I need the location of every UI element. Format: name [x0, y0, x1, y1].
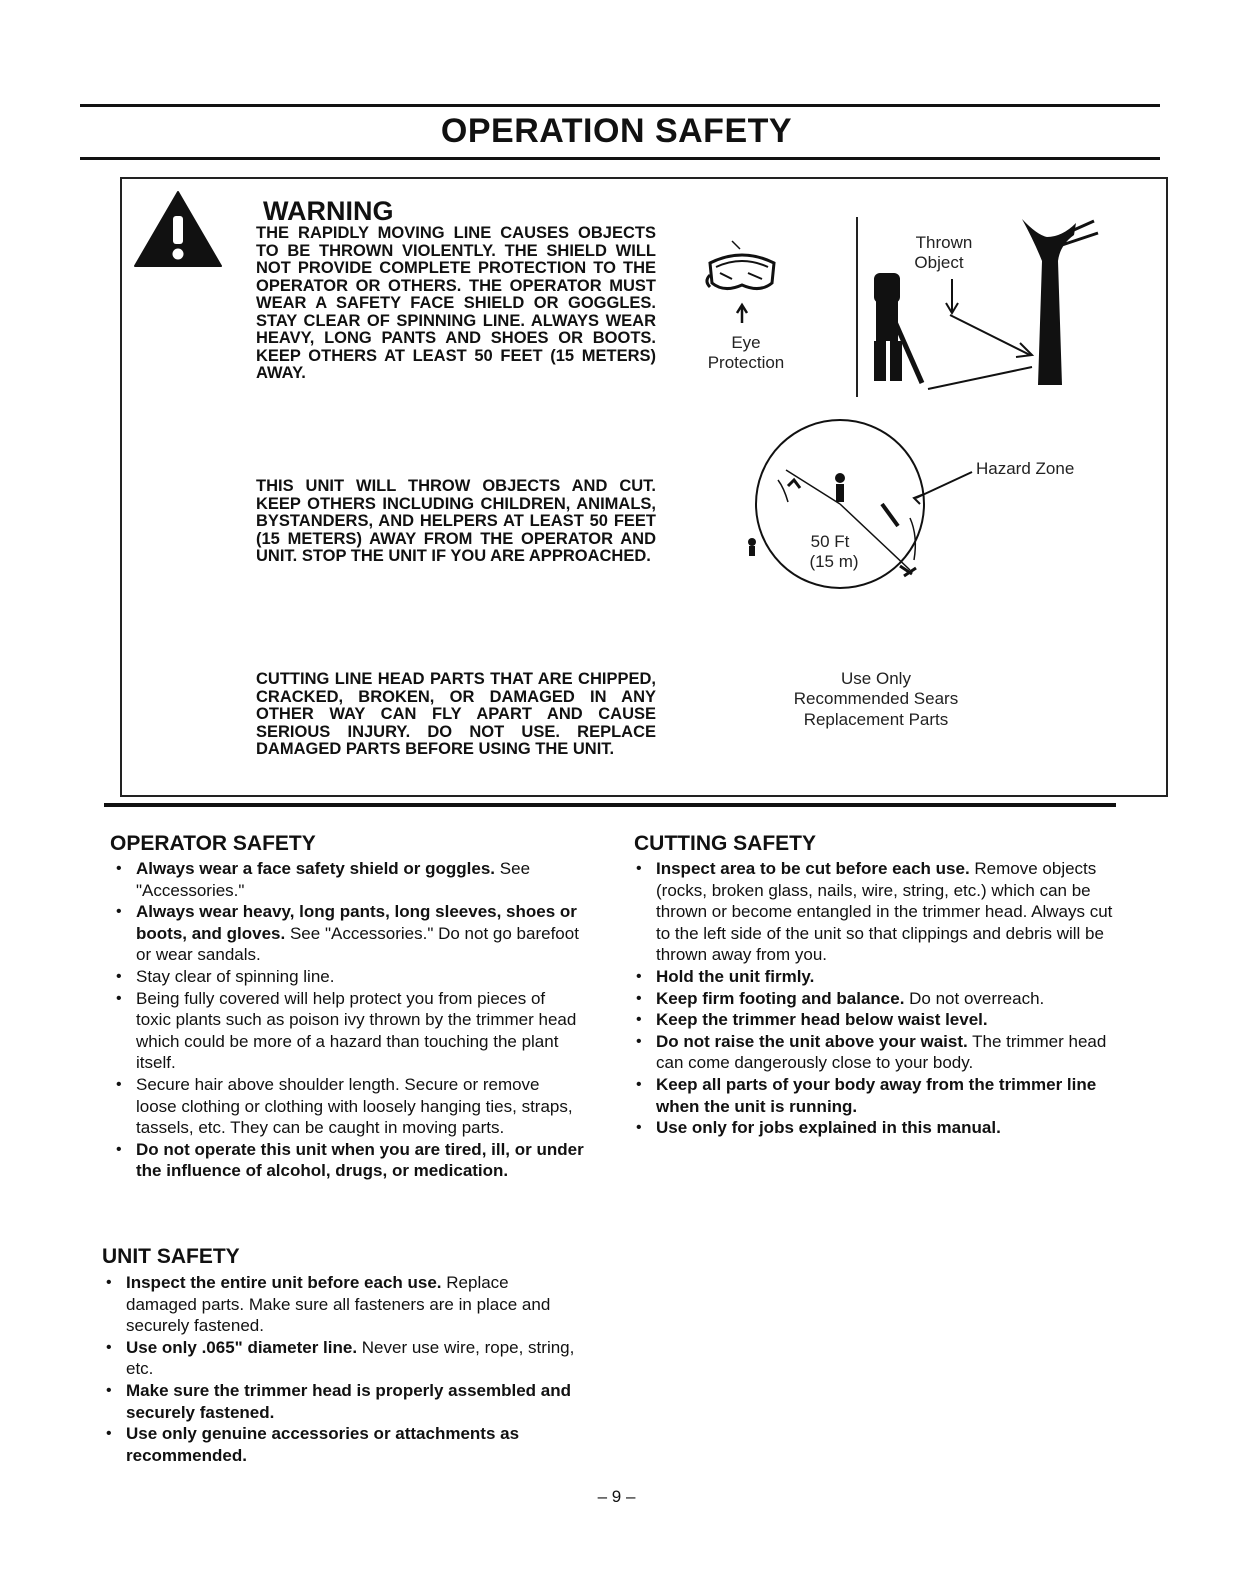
list-item: • Use only .065" diameter line. Never use wire, rope, string, etc. — [104, 1337, 580, 1380]
parts-caption-2: Recommended Sears — [793, 689, 959, 708]
warning-paragraph-3: CUTTING LINE HEAD PARTS THAT ARE CHIPPED, CRACKED, BROKEN, OR DAMAGED IN ANY OTHER WAY CAN FLY APART AND CAUSE SERIOUS INJURY. DO NOT USE. REPLACE DAMAGED PARTS BEFORE USING THE UNIT. — [256, 670, 656, 758]
list-item: • Inspect area to be cut before each use. Remove objects (rocks, broken glass, nails, wire, string, etc.) which can be thrown or become entangled in the trimmer head. Always cut to the left side of the unit so that clippings and debris will be thrown away from you. — [634, 858, 1118, 966]
distance-ft-label: 50 Ft — [810, 532, 850, 551]
thrown-object-caption-2: Object — [914, 253, 964, 272]
unit-safety-heading: UNIT SAFETY — [102, 1245, 240, 1268]
list-item: • Do not raise the unit above your waist. The trimmer head can come dangerously close to your body. — [634, 1031, 1118, 1074]
list-item: • Secure hair above shoulder length. Secure or remove loose clothing or clothing with loosely hanging ties, straps, tassels, etc. They can be caught in moving parts. — [114, 1074, 584, 1139]
goggles-icon — [702, 235, 782, 325]
hazard-zone-caption: Hazard Zone — [976, 459, 1075, 478]
top-rule — [80, 104, 1160, 107]
warning-paragraph-1: THE RAPIDLY MOVING LINE CAUSES OBJECTS TO BE THROWN VIOLENTLY. THE SHIELD WILL NOT PROVIDE COMPLETE PROTECTION TO THE OPERATOR OR OTHERS. THE OPERATOR MUST WEAR A SAFETY FACE SHIELD OR GOGGLES. STAY CLEAR OF SPINNING LINE. ALWAYS WEAR HEAVY, LONG PANTS AND SHOES OR BOOTS. KEEP OTHERS AT LEAST 50 FEET (15 METERS) AWAY. — [256, 224, 656, 382]
distance-m-label: (15 m) — [809, 552, 859, 571]
page-title: OPERATION SAFETY — [440, 112, 793, 150]
list-item: • Hold the unit firmly. — [634, 966, 1118, 988]
unit-safety-list — [104, 1272, 580, 1466]
warning-paragraph-2: THIS UNIT WILL THROW OBJECTS AND CUT. KEEP OTHERS INCLUDING CHILDREN, ANIMALS, BYSTANDERS, AND HELPERS AT LEAST 50 FEET (15 METERS) AWAY FROM THE OPERATOR AND UNIT. STOP THE UNIT IF YOU ARE APPROACHED. — [256, 477, 656, 565]
page-number: – 9 – — [597, 1487, 636, 1506]
cutting-safety-heading: CUTTING SAFETY — [634, 832, 816, 855]
eye-protection-caption-1: Eye — [731, 333, 761, 352]
list-item: • Do not operate this unit when you are tired, ill, or under the influence of alcohol, drugs, or medication. — [114, 1139, 584, 1182]
eye-protection-caption-2: Protection — [707, 353, 785, 372]
warning-heading: WARNING — [263, 196, 394, 226]
list-item: • Stay clear of spinning line. — [114, 966, 584, 988]
list-item: • Use only genuine accessories or attachments as recommended. — [104, 1423, 580, 1466]
parts-caption-3: Replacement Parts — [803, 710, 949, 729]
list-item: • Keep the trimmer head below waist level. — [634, 1009, 1118, 1031]
list-item: • Always wear a face safety shield or goggles. See "Accessories." — [114, 858, 584, 901]
cutting-safety-list — [634, 858, 1118, 1139]
list-item: • Keep all parts of your body away from the trimmer line when the unit is running. — [634, 1074, 1118, 1117]
operator-safety-heading: OPERATOR SAFETY — [110, 832, 316, 855]
list-item: • Make sure the trimmer head is properly assembled and securely fastened. — [104, 1380, 580, 1423]
parts-caption-1: Use Only — [841, 669, 911, 688]
list-item: • Always wear heavy, long pants, long sleeves, shoes or boots, and gloves. See "Accessories." Do not go barefoot or wear sandals. — [114, 901, 584, 966]
box-under-rule — [104, 803, 1116, 807]
list-item: • Being fully covered will help protect you from pieces of toxic plants such as poison ivy thrown by the trimmer head which could be more of a hazard than touching the plant itself. — [114, 988, 584, 1074]
operator-safety-list — [114, 858, 584, 1182]
list-item: • Use only for jobs explained in this manual. — [634, 1117, 1118, 1139]
thrown-object-caption-1: Thrown — [915, 233, 973, 252]
title-under-rule — [80, 157, 1160, 160]
illustration-divider — [856, 217, 858, 397]
hazard-zone-illustration — [740, 418, 990, 608]
thrown-object-illustration — [862, 215, 1112, 405]
list-item: • Keep firm footing and balance. Do not overreach. — [634, 988, 1118, 1010]
warning-triangle-icon — [133, 190, 223, 268]
list-item: • Inspect the entire unit before each use. Replace damaged parts. Make sure all fasteners are in place and securely fastened. — [104, 1272, 580, 1337]
